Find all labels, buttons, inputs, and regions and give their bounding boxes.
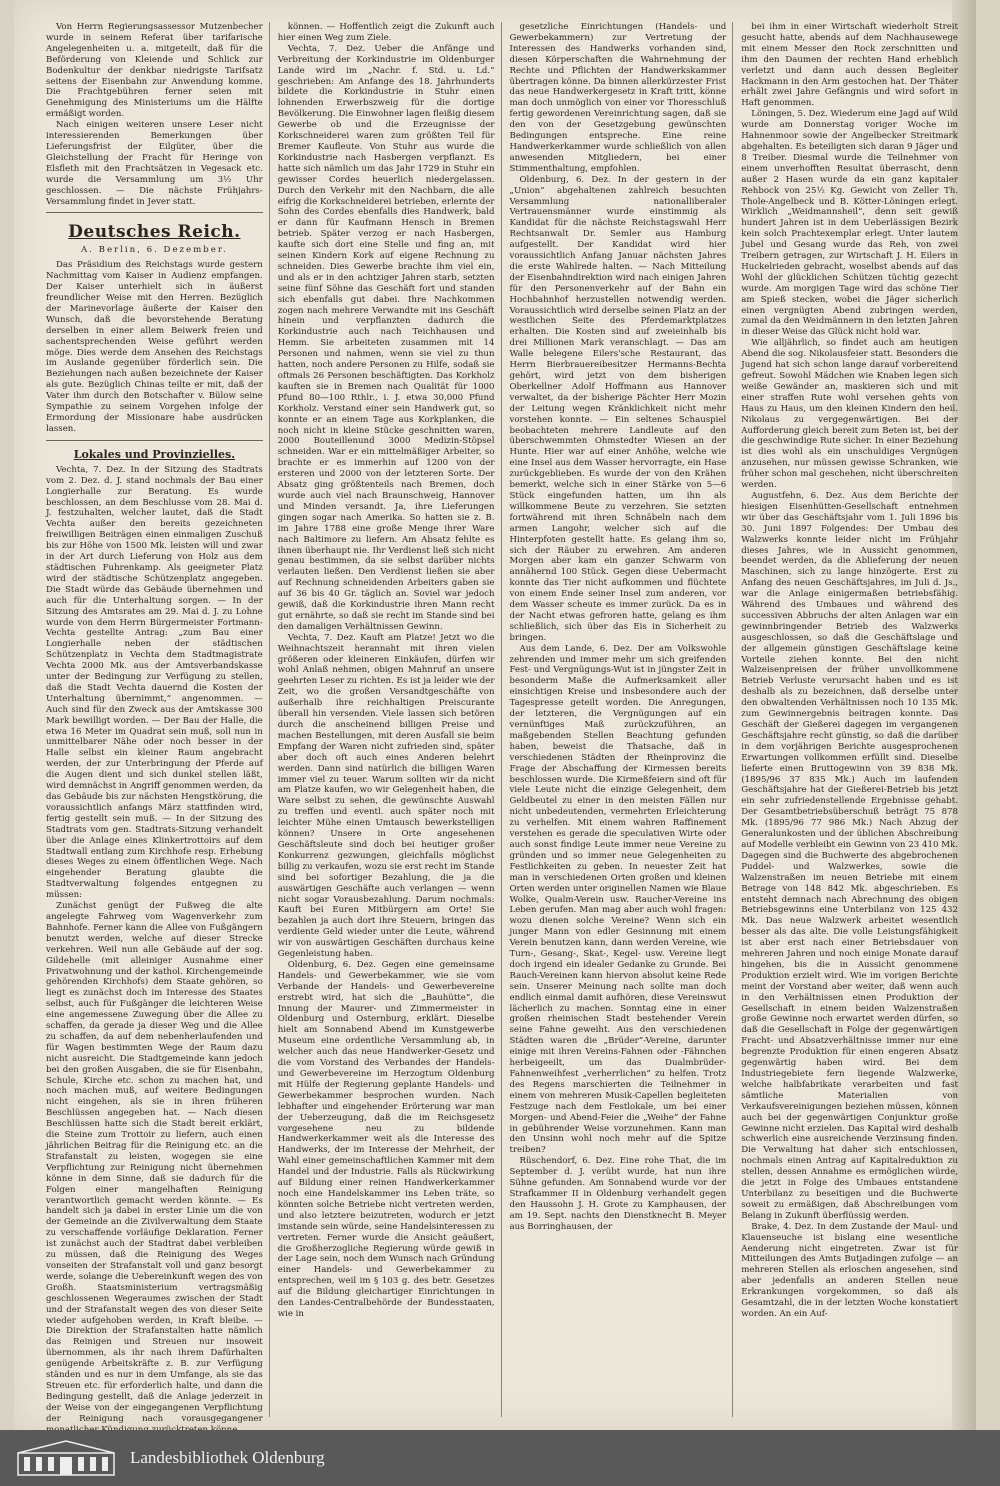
divider: [46, 212, 263, 213]
article-paragraph: Rüschendorf, 6. Dez. Eine rohe That, die im September d. J. verübt wurde, hat nun ihre Sühne gefunden. Am Sonnabend wurde vor der Strafkammer II in Oldenburg verhandelt gegen den Haussohn J. H. Grote zu Kamphausen, der am 19. Sept. nachts den Dienstknecht B. Meyer aus Borringhausen, der: [509, 1156, 727, 1232]
article-paragraph: Brake, 4. Dez. In dem Zustande der Maul- und Klauenseuche ist bislang eine wesentliche Aenderung nicht eingetreten. Zwar ist für Mitteilungen des Amts Butjadingen zufolge — an mehreren Stellen als erloschen angesehen, sind aber jedenfalls an anderen Stellen neue Erkrankungen vorgekommen, so daß als Gesamtzahl, die in der letzten Woche konstatiert worden. An ein Auf-: [741, 1221, 958, 1319]
library-building-logo-icon[interactable]: [16, 1439, 116, 1477]
article-paragraph: Vechta, 7. Dez. Ueber die Anfänge und Verbreitung der Korkindustrie im Oldenburger Lande wird im „Nachr. f. Std. u. Ld.“ geschrieben: Am Anfange des 18. Jahrhunderts bildete die Korkindustrie in Stuhr einen lohnenden Erwerbszweig für die dortige Bevölkerung. Die Einwohner lagen fleißig diesem Gewerbe ob und die Erzeugnisse der Korkschneiderei waren zum größten Teil für Bremer Kaufleute. Von Stuhr aus wurde die Korkindustrie nach Hasbergen verpflanzt. Es hatte sich nämlich um das Jahr 1729 in Stuhr ein gewisser Cordes heuerlich niedergelassen. Durch den Verkehr mit den Nachbarn, die alle eifrig die Korkschneiderei betrieben, erlernte der Sohn des Cordes ebenfalls dies Handwerk, bald er dann für Kaufmann Hensch in Bremen betrieb. Später verzog er nach Hasbergen, kaufte sich dort eine Stelle und fing an, mit seinen Kindern Kork auf eigene Rechnung zu schneiden. Dies Gewerbe brachte ihm viel ein, und als er in den achtziger Jahren starb, setzten seine fünf Söhne das Geschäft fort und standen sich ebenfalls gut dabei. Ihre Nachkommen zogen nach mehrere Verwandte mit ins Geschäft hinein und verpflanzten dadurch die Korkindustrie auch nach Teichhausen und Hemm. Sie arbeiteten zusammen mit 14 Personen und nahmen, wenn sie viel zu thun hatten, noch andere Personen zu Hilfe, sodaß sie oftmals 26 Personen beschäftigten. Das Korkholz kauften sie in Bremen nach Qualität für 1000 Pfund 80—100 Rthlr., i. J. etwa 30,000 Pfund Korkholz. Verstand einer sein Handwerk gut, so konnte er an einem Tage aus Korkplanken, die noch nicht in kleine Stücke geschnitten waren, 2000 Bouteillenund 3000 Medizin-Stöpsel schneiden. War er ein mittelmäßiger Arbeiter, so brachte er es immerhin auf 1200 von der ersteren und 2000 von der letzteren Sorte. Der Absatz ging größtenteils nach Bremen, doch wurde auch viel nach Braunschweig, Hannover und Minden versandt. Ja, ihre Lieferungen gingen sogar nach Amerika. So hatten sie z. B. im Jahre 1788 eine große Menge ihrer Ware nach Baltimore zu liefern. Am Absatz fehlte es ihnen überhaupt nie. Ihr Verdienst ließ sich nicht genau bestimmen, da sie selbst darüber nichts verlauten ließen. Den Verdienst ließen sie aber auf Rechnung schneidenden Arbeiters gaben sie auf 36 bis 40 Gr. täglich an. Soviel war jedoch gewiß, daß die Korkindustrie ihren Mann recht gut ernährte, so daß sie recht im Stande sind bei den damaligen Verhältnissen Gewinn.: [277, 43, 495, 632]
dateline: A. Berlin, 6. Dezember.: [80, 245, 228, 256]
article-paragraph: Oldenburg, 6. Dez. Gegen eine gemeinsame Handels- und Gewerbekammer, wie sie vom Verbande der Handels- und Gewerbevereine erstrebt wird, hat sich die „Bauhütte“, die Innung der Maurer- und Zimmermeister in Oldenburg und Osternburg, erklärt. Dieselbe hielt am Sonnabend Abend im Kunstgewerbe Museum eine ordentliche Versammlung ab, in welcher auch das neue Handwerker-Gesetz und die vom Vorstand des Verbandes der Handels- und Gewerbevereine im Herzogtum Oldenburg mit Hülfe der Regierung geplante Handels- und Gewerbekammer besprochen wurden. Nach lebhafter und eingehender Erörterung war man der Ueberzeugung, daß die im Reichsgesetz vorgesehene neu zu bildende Handwerkerkammer weit als die Interesse des Handwerks, der im Interesse der Mehrheit, der Wahl einer gemeinschaftlichen Kammer mit dem Handel und der Industrie. Falls als Rückwirkung auf Bildung einer reinen Handwerkerkammer noch eine Handelskammer ins Leben träte, so könnten solche Betriebe nicht vertreten werden, und also letztere beizutreten, wodurch er jetzt imstande sein würde, seine Handelsinteressen zu vertreten. Ferner wurde die Ansicht geäußert, die Großherzogliche Regierung würde gewiß in der Lage sein, noch dem Wunsch nach Gründung einer Handels- und Gewerbekammer zu entsprechen, weil im § 103 g. des betr. Gesetzes auf die Bildung gleichartiger Einrichtungen in den Landes-Centralbehörde der Bundesstaaten, wie in: [277, 959, 495, 1319]
column-2: [278, 22, 502, 1417]
library-footer: [0, 1430, 1000, 1486]
article-paragraph: Oldenburg, 6. Dez. In der gestern in der „Union“ abgehaltenen zahlreich besuchten Versammlung nationalliberaler Vertrauensmänner wurde einstimmig als Kandidat für die nächste Reichstagswahl Herr Rechtsanwalt Dr. Semler aus Hamburg aufgestellt. Der Kandidat wird hier voraussichtlich Anfang Januar nächsten Jahres die erste Wahlrede halten. — Nach Mitteilung der Eisenbahndirektion wird nach einigen Jahren für den Personenverkehr auf der Bahn ein Hochbahnhof herzustellen notwendig werden. Voraussichtlich wird derselbe seinen Platz an der westlichen Seite des Pferdemarktplatzes erhalten. Die Kosten sind auf zweieinhalb bis drei Millionen Mark veranschlagt. — Das am Walle belegene Eilers'sche Restaurant, das Herrn Bierbrauereibesitzer Hermanns-Bechta gehört, wird jetzt von dem bisherigen Oberkellner Adolf Hoffmann aus Hannover verwaltet, da der bisherige Pächter Herr Mozin der Leitung wegen Kränklichkeit nicht mehr vorstehen konnte. — Ein seltenes Schauspiel beobachteten mehrere Landleute auf den überschwemmten Ohmstedter Wiesen an der Hunte. Hier war auf einer Anhöhe, welche wie eine Insel aus dem Wasser hervorragte, ein Hase zurückgeblieben. Es wurde der von den Krähen bemerkt, welche sich in einer Stärke von 5—6 Stück eingefunden hatten, um ihn als willkommene Beute zu verzehren. Sie setzten fortwährend mit ihren Schnäbeln nach dem armen Langohr, welcher sich auf die Hinterpfoten gestellt hatte. Es gelang ihm so, sich der Räuber zu erwehren. Am anderen Morgen aber kam ein ganzer Schwarm von annähernd 100 Stück. Gegen diese Uebermacht konnte das Tier nicht aufkommen und flüchtete von einem Ende seiner Insel zum anderen, vor dem Wasser scheute es immer zurück. Da es in der Nacht etwas gefroren hatte, gelang es ihm schließlich, sich über das Eis in Sicherheit zu bringen.: [509, 174, 727, 643]
divider: [46, 440, 263, 441]
column-4: [741, 22, 964, 1417]
article-columns: [46, 22, 964, 1424]
column-3: [510, 22, 734, 1417]
article-paragraph: gesetzliche Einrichtungen (Handels- und Gewerbekammern) zur Vertretung der Interessen des Handwerks vorhanden sind, diesen Körperschaften die Wahrnehmung der Rechte und Pflichten der Handwerkskammer übertragen könne. Da binnen allerkürzester Frist das neue Handwerkergesetz in Kraft tritt, könne man doch unmöglich von einer vor Thoresschluß fertig gewordenen Vereinrichtung sagen, daß sie den von der Gesetzgebung gewünschten Bedingungen entspreche. Eine reine Handwerkerkammer wurde schließlich von allen anwesenden Mitgliedern, bei einer Stimmenthaltung, empfohlen.: [509, 22, 727, 174]
section-heading-lokales: Lokales und Provinzielles.: [73, 447, 236, 461]
lokal-paragraph-2: Zunächst genügt der Fußweg die alte angelegte Fahrweg vom Wagenverkehr zum Bahnhofe. Ferner kann die Allee von Fußgängern benutzt werden, welche auf dieser Strecke verkehren. Weil nun alle Gebäude auf der sog. Gildehelle (mit alleiniger Ausnahme einer Privatwohnung und der kathol. Kirchengemeinde gehörenden Kirchhofs) dem Staate gehören, so liegt es zunächst doch im Interesse des Staates selbst, auch für Fußgänger die leichteren Weise eine angemessene Zuwegung über die Allee zu schaffen, da gerade ja dieser Weg und die Allee zu schaffen, da auf dem nebenherlaufenden und für Wagen bestimmten Wege der Raum dazu nicht ausreicht. Die Stadtgemeinde kann jedoch bei den großen Ausgaben, die sie für Eisenbahn, Schule, Kirche etc. schon zu machen hat, und noch machen muß, auf weitere Bedingungen nicht eingehen, als sie in ihren früheren Beschlüssen angegeben hat. — Nach diesen Beschlüssen hatte sich die Stadt bereit erklärt, die Steine zum Trottoir zu liefern, auch einen jährlichen Beitrag für die Reinigung etc. an die Strafanstalt zu leisten, wogegen sie eine Verpflichtung zur Reinigung nicht übernehmen könne in dem Sinne, daß sie dadurch für die Folgen einer mangelhaften Reinigung verantwortlich gemacht werden könnte. — Es handelt sich ja dabei in erster Linie um die von der Gemeinde an die Zivilverwaltung dem Staate zu verschaffende vorläufige Deklaration. Ferner ist zunächst auch der Stadtrat dabei verbleiben zu müssen, daß die Reinigung des Weges vonseiten der Strafanstalt voll und ganz besorgt werde, solange die Uebereinkunft wegen des von Großh. Staatsministerium vertragsmäßig geschlossenen Wegeraumes zwischen der Stadt und der Strafanstalt wegen des von dieser Seite wieder aufgehoben werden, in Kraft bleibe. — Die Direktion der Strafanstalten hatte nämlich das Reinigen und Streuen nur insoweit übernommen, als ihr nach ihrem Dafürhalten genügende Arbeitskräfte z. B. zur Verfügung ständen und es nur in dem Umfange, als sie das Streuen etc. für erforderlich halte, und dann die Bedingung gestellt, daß die Anlage jederzeit in der Weise von der eingegangenen Verpflichtung der Reinigung nach vorausgegangener: [46, 901, 263, 1424]
article-paragraph: bei ihm in einer Wirtschaft wiederholt Streit gesucht hatte, abends auf dem Nachhausewege mit einem Messer den Rock zerschnitten und ihm den Daumen der rechten Hand erheblich verletzt und dann auch dessen Begleiter Hackmann in den Arm gestochen hat. Der Thäter erhält zwei Jahre Gefängnis und wird sofort in Haft genommen.: [741, 22, 958, 109]
newspaper-page: [14, 0, 976, 1430]
article-paragraph: Vechta, 7. Dez. Kauft am Platze! Jetzt wo die Weihnachtszeit herannaht mit ihren vielen größeren oder kleineren Einkäufen, dürfen wir wohl Anlaß nehmen, obigen Mahnruf an unsere geehrten Leser zu richten. Es ist ja leider wie der Zeit, wo die großen Versandtgeschäfte von außerhalb ihre reichhaltigen Preiscurante überall hin versenden. Viele lassen sich betören durch die anscheinend billigen Preise und machen Bestellungen, mit deren Ausfall sie beim Empfang der Waren nicht zufrieden sind, später aber doch oft auch eines Anderen belehrt werden. Dann sind natürlich die billigen Waren immer viel zu teuer. Warum sollten wir da nicht am Platze kaufen, wo wir Gelegenheit haben, die Ware selbst zu sehen, die gewünschte Auswahl zu treffen und eventl. auch später noch mit leichter Mühe einen Umtausch bewerkstelligen können? Unsere in Orte angesehenen Geschäftsleute sind doch bei heutiger großer Konkurrenz gezwungen, gleichfalls möglichst billig zu verkaufen, wozu sie erst recht im Stande sind bei sofortiger Bezahlung, die ja die auswärtigen Geschäfte auch verlangen — wenn nicht sogar Vorausbezahlung. Darum nochmals: Kauft bei Euren Mitbürgern am Orte! Sie bezahlen ja auch dort ihre Steuern, bringen das verdiente Geld wieder unter die Leute, während wir von auswärtigen Geschäften durchaus keine Gegenleistung haben.: [277, 632, 495, 960]
library-name-link[interactable]: Landesbibliothek Oldenburg: [130, 1448, 325, 1467]
section-heading-reich: Deutsches Reich.: [68, 222, 241, 243]
article-paragraph: Wie alljährlich, so findet auch am heutigen Abend die sog. Nikolausfeier statt. Besonders die Jugend hat sich schon lange darauf vorbereitend gefreut. Sowohl Mädchen wie Knaben legen sich weiße Gewänder an, maskieren sich und mit einer straffen Rute wohl versehen gehts von Haus zu Haus, um den kleinen Kindern den heil. Nikolaus zu vergegenwärtigen. Bei der Aufforderung gleich bereit zum Beten ist, bei der die geschwindige Rute sicher. In einer Beziehung ist dies wohl als ein unschuldiges Vergnügen anzusehen, nur müssen gewisse Schranken, wie früher schon mal geschehen, nicht überschreiten werden.: [741, 338, 958, 491]
article-paragraph: Löningen, 5. Dez. Wiederum eine Jagd auf Wild wurde am Donnerstag voriger Woche im Hahnenmoor sowie der Angelbecker Streitmark abgehalten. Es beteiligten sich daran 9 Jäger und 8 Treiber. Diesmal wurde die Teilnehmer von einem unverhofften Resultat überrascht, denn außer 2 Hasen wurde da ein ganz kapitaler Rehbock von 25½ Kg. Gewicht von Zeller Th. Thole-Angelbeck und B. Kötter-Löningen erlegt. Wirklich „Weidmannsheil“, denn seit gewiß hundert Jahren ist in dem Ueberlässigen Bezirk kein solch Prachtexemplar erlegt. Unter lautem Jubel und Gesang wurde das Reh, von zwei Treibern getragen, zur Wirtschaft J. H. Eilers in Huckelrieden gebracht, woselbst abends auf das Wohl der glücklichen Schützen tüchtig gezecht wurde. Am morgigen Tage wird das schöne Tier am Spieß stecken, wobei die Jäger sicherlich einen vergnügten Abend zubringen werden, zumal da den Weidmännern in den letzten Jahren in dieser Weise das Glück nicht hold war.: [741, 109, 958, 338]
lokal-paragraph-1: Vechta, 7. Dez. In der Sitzung des Stadtrats vom 2. Dez. d. J. stand nochmals der Bau einer Longierhalle zur Beratung. Es wurde beschlossen, an dem Beschlusse vom 28. Mai d. J. festzuhalten, welcher lautet, daß die Stadt Vechta außer den bereits gezeichneten freiwilligen Beiträgen einen einmaligen Zuschuß bis zur Höhe von 1500 Mk. leisten will und zwar in der Art durch Lieferung von Holz aus dem städtischen Fuhrenkamp. Als geeigneter Platz wird der städtische Schützenplatz angegeben. Die Stadt würde das Gebäude übernehmen und auch für die Unterhaltung sorgen. — In der Sitzung des Amtsrates am 29. Mai d. J. zu Lohne wurde von dem Herrn Bürgermeister Fortmann-Vechta gestellte Antrag: „zum Bau einer Longierhalle neben der städtischen Schützenplatz in Vechta dem Stadtmagistrate Vechta 2000 Mk. aus der Amtsverbandskasse unter der Bedingung zur Verfügung zu stellen, daß die Stadt Vechta dauernd die Kosten der Unterhaltung übernimmt,“ angenommen. — Auch sind für den Zweck aus der Amtskasse 300 Mark bewilligt worden. — Der Bau der Halle, die etwa 16 Meter im Quadrat sein muß, soll nun in unmittelbarer Nähe oder noch besser in der Halle selbst ein kleiner Raum angebracht werden, der zur Unterbringung der Pferde auf die Augen dient und sich dunkel stellen läßt, wird demnächst in Angriff genommen werden, da das Gebäude bis zur nächsten Hengstkörung, die voraussichtlich anfangs März stattfinden wird, fertig gestellt sein muß. — In der Sitzung des Stadtrats vom gen. Stadtrats-Sitzung verhandelt über die Anlage eines Klinkertrottoirs auf dem Stadtwall entlang zum Kirchhofe resp. Erhebung dieses Weges zu einem öffentlichen Wege. Nach eingehender Beratung glaubte die Stadtverwaltung folgendes entgegnen zu müssen:: [46, 464, 263, 901]
reich-paragraph: Das Präsidium des Reichstags wurde gestern Nachmittag vom Kaiser in Audienz empfangen. Der Kaiser unterhielt sich in äußerst freundlicher Weise mit den Herren. Bezüglich der Marinevorlage äußerte der Kaiser den Wunsch, daß die bevorstehende Beratung derselben in einer allem Beiwerk freien und sachentsprechenden Weise geführt werden möge. Dies werde dem Ansehen des Reichstags im Auslande gegenüber förderlich sein. Die Beziehungen nach außen bezeichnete der Kaiser als gute. Bezüglich Chinas teilte er mit, daß der Vater ihm durch den Botschafter v. Bülow seine Sympathie zu seinem Vorgehen infolge der Ermordung der Missionare habe ausdrücken lassen.: [46, 260, 263, 434]
article-paragraph: Augustfehn, 6. Dez. Aus dem Berichte der hiesigen Eisenhütten-Gesellschaft entnehmen wir über das Geschäftsjahr vom 1. Juli 1896 bis 30. Juni 1897 Folgendes: Der Umbau des Walzwerks konnte leider nicht im Frühjahr dieses Jahres, wie in Aussicht genommen, beendet werden, da die Ablieferung der neuen Maschinen, sich zu lange hinzögerte. Erst zu Anfang des neuen Geschäftsjahres, im Juli d. Js., war die Anlage einigermaßen betriebsfähig. Während des Umbaues und während des successiven Abbruchs der alten Anlagen war ein gewinnbringender Betrieb des Walzwerks ausgeschlossen, so daß die Geschäftslage und der allgemein günstigen Geschäftslage keine Vorteile ziehen konnte. Bei den nicht Walzeisenpreisen der früher unvollkommene Betrieb Verluste verursacht haben und es ist deshalb als zu bezeichnen, daß derselbe unter den obwaltenden Verhältnissen noch 10 135 Mk. zum Gewinnergebnis beitragen konnte. Das Geschäft der Gießerei dagegen im vergangenen Geschäftsjahre recht günstig, so daß die darüber in dem vorjährigen Berichte ausgesprochenen Erwartungen vollkommen erfüllt sind. Dieselbe lieferte einen Bruttogewinn von 39 838 Mk. (1895/96 37 835 Mk.) Auch im laufenden Geschäftsjahre hat der Gießerei-Betrieb bis jetzt ein sehr zufriedenstellende Ergebnisse gehabt. Der Gesamtbetriebsüberschuß beträgt 75 878 Mk. (1895/96 77 986 Mk.) Nach Abzug der Generalunkosten und der üblichen Abschreibung auf Modelle verbleibt ein Gewinn von 23 410 Mk. Dagegen sind die Buchwerte des abgebrochenen Puddel- und Walzwerkes, sowie die Walzenstraßen im neuen Betriebe mit einem Betrage von 148 842 Mk. abgeschrieben. Es entsteht demnach nach Abrechnung des obigen Betriebsgewinns eine Unterbilanz von 125 432 Mk. Das neue Walzwerk arbeitet wesentlich besser als das alte. Die volle Leistungsfähigkeit ist aber erst nach einer Betriebsdauer von mehreren Jahren und noch einige Monate darauf hingehen, bis die in Aussicht genommene Produktion erzielt wird. Wie im vorigen Berichte meint der Vorstand aber weiter, daß wenn auch in den Verhältnissen einen Produktion der Gesellschaft in einem beiden Walzenstraßen große Gewinne noch erwartet werden dürfen, so daß die Gesellschaft in Folge der gegenwärtigen Fracht- und Absatzverhältnisse immer nur eine begrenzte Produktion für einen engeren Absatz gegenwärtig haben wird. Bei dem Industriegebiete fern liegende Walzwerke, welche halbfabrikate verarbeiten und fast sämtliche Materialien von Verkaufsvereinigungen beziehen müssen, können auch bei der gegenwärtigen Conjunktur große Gewinne nicht erzielen. Das Kapital wird deshalb schwerlich eine ausreichende Verzinsung finden. Die Verwaltung hat daher sich entschlossen, nochmals einen Antrag auf Kapitalreduktion zu stellen, dessen Annahme es ermöglichen würde, die jetzt in Folge des Umbaues entstandene Unterbilanz zu beseitigen und die Buchwerte soweit zu ermäßigen, daß Abschreibungen vom Belang in Zukunft überflüssig werden.: [741, 490, 958, 1221]
intro-paragraph-2: Nach einigen weiteren unsere Leser nicht interessierenden Bemerkungen über Lieferungsfrist der Eilgüter, über die Gleichstellung der Fracht für Heringe von Elsfleth mit den Frachtsätzen in Vegesack etc. wurde die Versammlung um 3½ Uhr geschlossen. — Die nächste Frühjahrs-Versammlung findet in Jever statt.: [46, 120, 263, 207]
intro-paragraph: Von Herrn Regierungsassessor Mutzenbecher wurde in seinem Referat über tarifarische Angelegenheiten u. a. mitgeteilt, daß für die Beförderung von Kleiende und Schlick zur Bodenkultur der denkbar niedrigste Tarifsatz seitens der Eisenbahn zur Anwendung komme. Die Frachtgebühren ferner seien mit Genehmigung des Ministeriums um die Hälfte ermäßigt worden.: [46, 22, 263, 120]
article-paragraph: Aus dem Lande, 6. Dez. Der am Volkswohle zehrenden und immer mehr um sich greifenden Fest- und Vergnügungs-Wut ist in jüngster Zeit in besonderm Maße die Aufmerksamkeit aller einsichtigen Kreise und insbesondere auch der Tagespresse geteilt worden. Die Anregungen, der letzteren, die Vergnügungen auf ein vernünftiges Maß zurückzuführen, an maßgebenden Stellen Beachtung gefunden haben, beweist die Thatsache, daß in verschiedenen Städten der Rheinprovinz die Frage der Abschaffung der Kirmessen bereits beschlossen wurde. Die Kirmeßfeiern sind oft für viele Leute nicht die einzige Gelegenheit, dem Geldbeutel zu einer in den meisten Fällen nur nicht unbedeutenden, vermehrten Erleichterung zu verhelfen. Mit einem wahren Raffinement verstehen es gerade die speculativen Wirte oder auch sonst findige Leute immer neue Vereine zu gründen und so immer neue Gelegenheiten zu Festlichkeiten zu geben. In neuester Zeit hat man in verschiedenen Orten großen und kleinen Orten werden unter originellen Namen wie Blaue Wolke, Qualm-Verein usw. Raucher-Vereine ins Leben gerufen. Man mag aber auch wohl fragen: wozu dienen solche Vereine? Wenn sich ein junger Mann von edler Gesinnung mit einem Verein benutzen kann, dann werden Vereine, wie Turn-, Gesang-, Skat-, Kegel- usw. Vereine liegt doch irgend ein idealer Gedanke zu Grunde. Bei Rauch-Vereinen kann hiervon absolut keine Rede sein. Unserer Meinung nach sollte man doch endlich einmal damit aufhören, diese Vereinswut lächerlich zu machen. Sonntag eine in einer großen rheinischen Stadt bestehender Verein seine Fahne geweiht. Aus den verschiedenen Städten waren die „Brüder“-Vereine, darunter einige mit ihren Vereins-Fahnen oder -Fähnchen herbeigeeilt, um das Dualmbrüder-Fahnenweihfest „verherrlichen“ zu helfen. Trotz des Regens marschierten die Teilnehmer in einem von mehreren Musik-Capellen begleiteten Festzuge nach dem Festlokale, um bei einer Morgen- und Abend-Feier die „Weihe“ der Fahne in gebührender Weise vorzunehmen. Kann man den Unsinn wohl noch mehr auf die Spitze treiben?: [509, 643, 727, 1156]
column-1: [46, 22, 270, 1424]
article-paragraph: können. — Hoffentlich zeigt die Zukunft auch hier einen Weg zum Ziele.: [277, 22, 495, 43]
